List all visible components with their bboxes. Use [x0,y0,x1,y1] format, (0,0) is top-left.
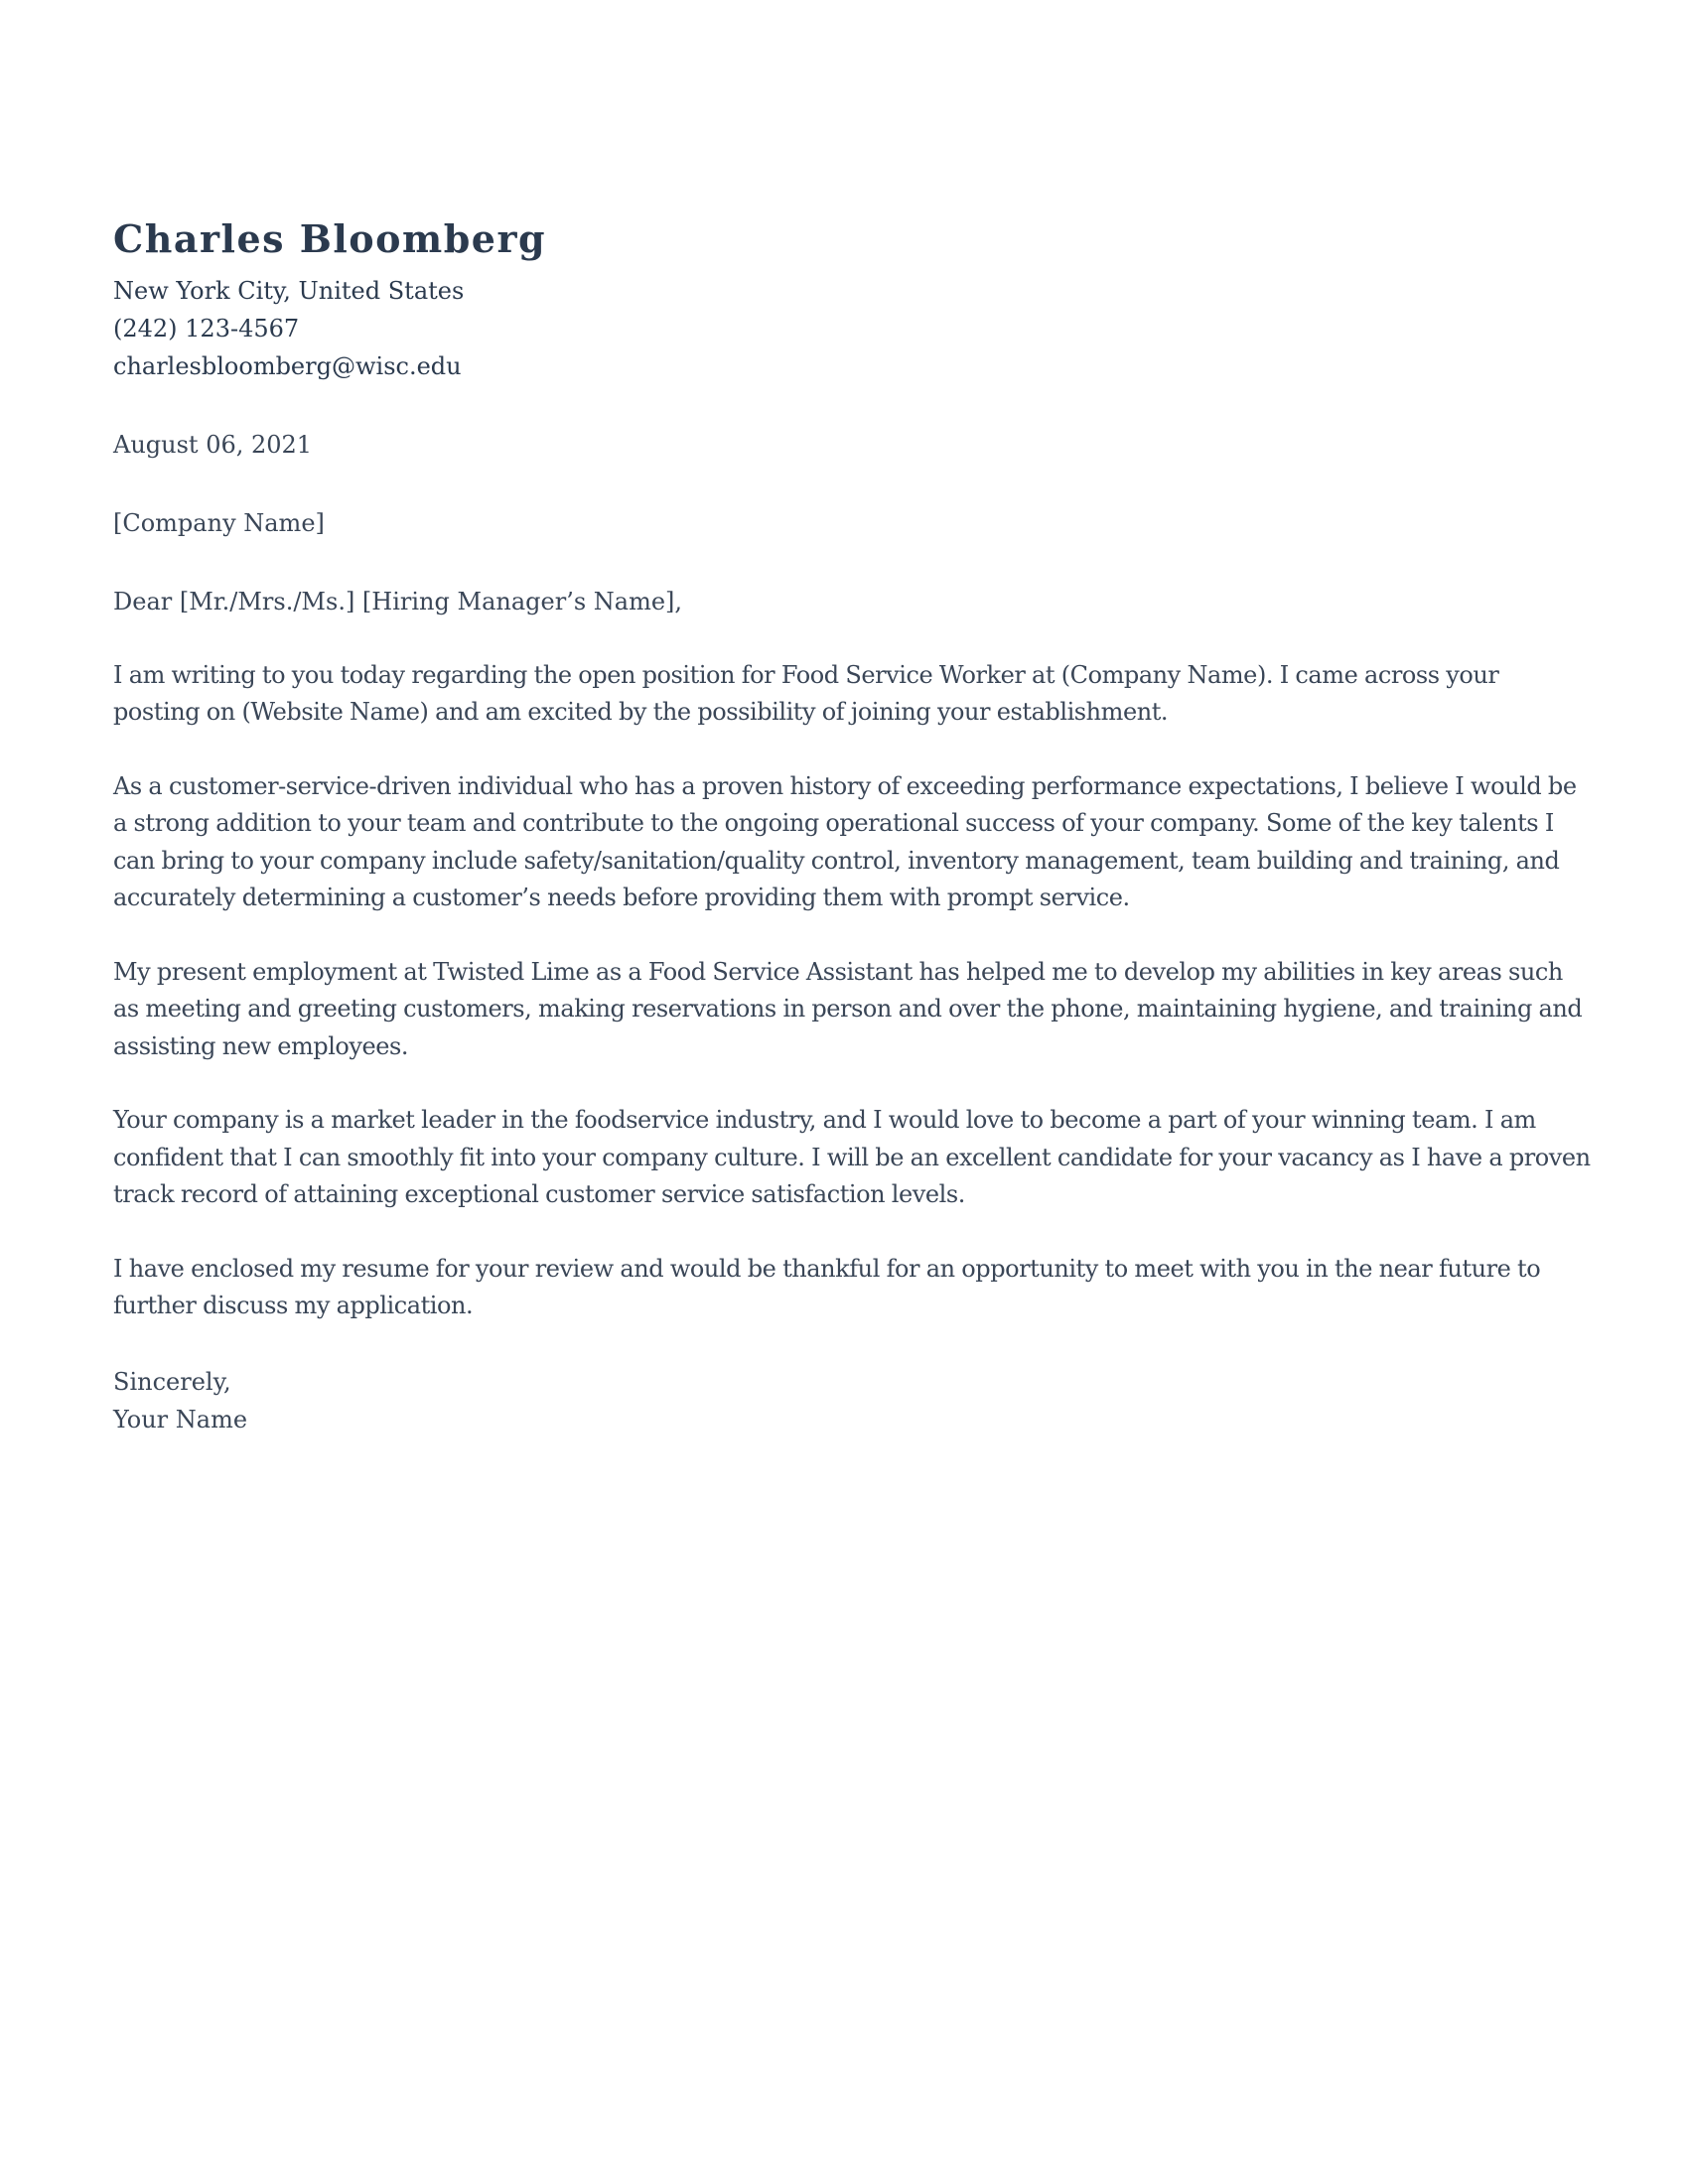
paragraph-company-fit: Your company is a market leader in the foodservice industry, and I would love to become a part of your winning team. I am confident that I can smoothly fit into your company culture. I will be an excellent candidate for your vacancy as I have a proven track record of attaining exceptional customer service satisfaction levels. [113,1106,1591,1209]
sender-name: Charles Bloomberg [113,216,547,261]
sender-phone: (242) 123-4567 [113,314,300,342]
sender-email: charlesbloomberg@wisc.edu [113,351,462,380]
paragraph-intro: I am writing to you today regarding the open position for Food Service Worker at (Company Name). I came across your posting on (Website Name) and am excited by the possibility of joining your establishment. [113,660,1499,727]
paragraph-conclusion: I have enclosed my resume for your review and would be thankful for an opportunity to meet with you in the near future to further discuss my application. [113,1254,1541,1320]
paragraph-experience: My present employment at Twisted Lime as a Food Service Assistant has helped me to develop my abilities in key areas such as meeting and greeting customers, making reservations in person and over the phone, maintaining hygiene, and training and assisting new employees. [113,957,1583,1060]
salutation: Dear [Mr./Mrs./Ms.] [Hiring Manager’s Name], [113,587,683,615]
signature-name: Your Name [113,1405,248,1433]
closing-block [113,1363,1589,1438]
recipient-company: [Company Name] [113,508,325,537]
closing-phrase: Sincerely, [113,1367,231,1396]
paragraph-qualifications: As a customer-service-driven individual who has a proven history of exceeding performance expectations, I believe I would be a strong addition to your team and contribute to the ongoing operational success of your company. Some of the key talents I can bring to your company include safety/sanitation/quality control, inventory management, team building and training, and accurately determining a customer’s needs before providing them with prompt service. [113,771,1577,912]
sender-location: New York City, United States [113,276,465,305]
letter-date: August 06, 2021 [113,430,313,459]
